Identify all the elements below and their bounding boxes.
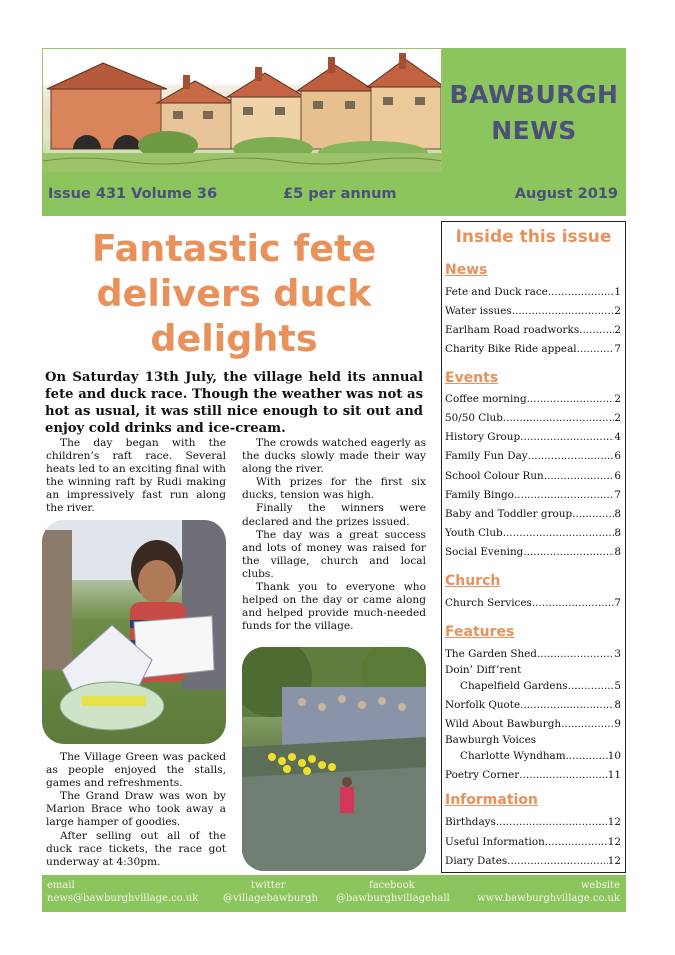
article-column-1-bottom	[46, 751, 226, 869]
section-heading-news: News	[445, 262, 488, 278]
toc-item[interactable]: Coffee morning ..... 2	[445, 393, 621, 406]
paragraph: The crowds watched eagerly as the ducks slowly made their way along the river.	[242, 437, 426, 476]
toc-item[interactable]: Doin’ Diff’rent	[445, 664, 522, 676]
toc-item[interactable]: 50/50 Club ..... 2	[445, 412, 621, 425]
toc-item[interactable]: Bawburgh Voices	[445, 734, 537, 746]
toc-item[interactable]: Charity Bike Ride appeal ..... 7	[445, 343, 621, 356]
facebook-link[interactable]: @bawburghvillagehall	[336, 893, 450, 904]
title-line-1: BAWBURGH	[449, 80, 619, 109]
toc-item[interactable]: Diary Dates ..... 12	[445, 855, 621, 868]
website-link[interactable]: www.bawburghvillage.co.uk	[477, 893, 620, 904]
subscription-price: £5 per annum	[283, 186, 397, 202]
toc-item[interactable]: Fete and Duck race ..... 1	[445, 286, 621, 299]
paragraph: With prizes for the first six ducks, tension was high.	[242, 476, 426, 502]
toc-item[interactable]: Norfolk Quote ..... 8	[445, 699, 621, 712]
toc-item[interactable]: Useful Information ..... 12	[445, 836, 621, 849]
twitter-label: twitter	[251, 880, 286, 891]
toc-item[interactable]: Youth Club ..... 8	[445, 527, 621, 540]
email-label: email	[47, 880, 75, 891]
section-heading-church: Church	[445, 573, 501, 589]
issue-number: Issue 431 Volume 36	[48, 186, 218, 202]
paragraph: After selling out all of the duck race tickets, the race got underway at 4:30pm.	[46, 829, 226, 868]
toc-item[interactable]: Church Services ..... 7	[445, 597, 621, 610]
article-lead: On Saturday 13th July, the village held its annual fete and duck race. Though the weather was not as hot as usual, it was still nice enough to sit out and enjoy cold drinks and ice-cream.	[45, 370, 423, 436]
masthead-title	[442, 48, 626, 172]
toc-item[interactable]: Water issues ..... 2	[445, 305, 621, 318]
toc-item[interactable]: Earlham Road roadworks ..... 2	[445, 324, 621, 337]
paragraph: The day began with the children’s raft race. Several heats led to an exciting final with the winning raft by Rudi making an impressively fast run along the river.	[46, 437, 226, 515]
section-heading-information: Information	[445, 792, 538, 808]
toc-item[interactable]: School Colour Run ..... 6	[445, 470, 621, 483]
toc-item[interactable]: History Group ..... 4	[445, 431, 621, 444]
masthead-illustration	[42, 48, 442, 172]
photo-duck-race-river	[242, 647, 426, 871]
toc-item[interactable]: Baby and Toddler group ..... 8	[445, 508, 621, 521]
website-label: website	[580, 880, 620, 891]
email-link[interactable]: news@bawburghvillage.co.uk	[47, 893, 199, 904]
contact-footer	[42, 875, 626, 912]
article-column-2	[242, 437, 426, 633]
article-column-1-top	[46, 437, 226, 516]
article-headline: Fantastic fete delivers duck delights	[91, 227, 377, 360]
toc-item[interactable]: Family Fun Day ..... 6	[445, 450, 621, 463]
issue-date: August 2019	[514, 186, 618, 202]
paragraph: The Village Green was packed as people enjoyed the stalls, games and refreshments.	[46, 751, 226, 790]
sidebar-title: Inside this issue	[455, 227, 612, 247]
section-heading-features: Features	[445, 624, 515, 640]
section-heading-events: Events	[445, 370, 499, 386]
facebook-label: facebook	[369, 880, 415, 891]
toc-item[interactable]: Charlotte Wyndham ..... 10	[445, 750, 621, 763]
paragraph: The day was a great success and lots of money was raised for the village, church and local clubs.	[242, 528, 426, 580]
issue-info-bar	[42, 172, 626, 216]
toc-item[interactable]: Wild About Bawburgh ..... 9	[445, 718, 621, 731]
photo-boy-with-raft	[42, 520, 226, 744]
paragraph: The Grand Draw was won by Marion Brace who took away a large hamper of goodies.	[46, 790, 226, 829]
toc-item[interactable]: Chapelfield Gardens ..... 5	[445, 680, 621, 693]
toc-item[interactable]: Birthdays ..... 12	[445, 816, 621, 829]
twitter-link[interactable]: @villagebawburgh	[223, 893, 318, 904]
toc-item[interactable]: Social Evening ..... 8	[445, 546, 621, 559]
toc-item[interactable]: Family Bingo ..... 7	[445, 489, 621, 502]
paragraph: Thank you to everyone who helped on the day or came along and helped provide much-needed funds for the village.	[242, 581, 426, 633]
inside-this-issue-panel	[441, 221, 626, 873]
paragraph: Finally the winners were declared and the prizes issued.	[242, 502, 426, 528]
toc-item[interactable]: Poetry Corner ..... 11	[445, 769, 621, 782]
title-line-2: NEWS	[491, 116, 577, 145]
toc-item[interactable]: The Garden Shed ..... 3	[445, 648, 621, 661]
